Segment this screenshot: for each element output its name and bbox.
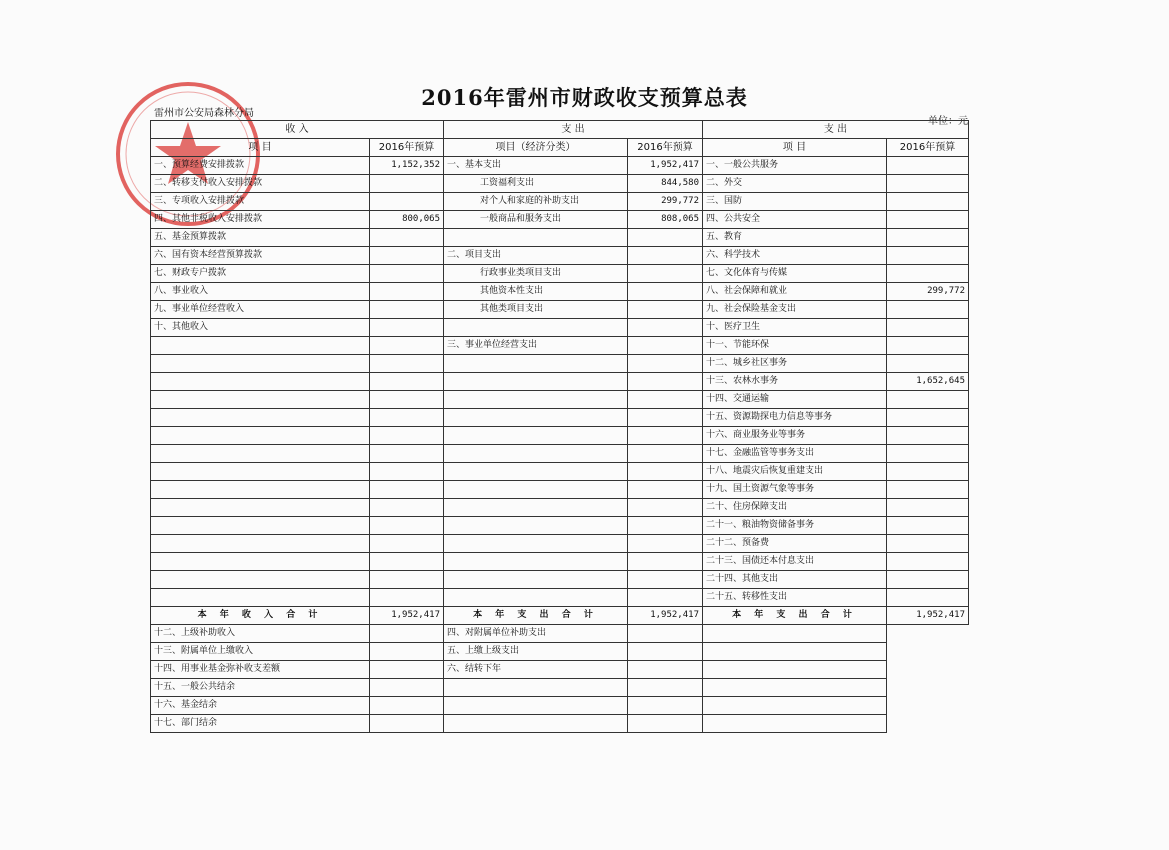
func-value <box>887 247 969 265</box>
func-value <box>887 445 969 463</box>
table-row <box>151 553 969 571</box>
table-row <box>151 499 969 517</box>
table-row <box>151 283 969 301</box>
econ-item: 其他类项目支出 <box>444 301 628 319</box>
bottom-row <box>151 679 969 697</box>
func-value <box>887 499 969 517</box>
func-item: 十三、农林水事务 <box>703 373 887 391</box>
bottom-exp-item <box>444 697 628 715</box>
table-row <box>151 445 969 463</box>
econ-item <box>444 553 628 571</box>
income-item <box>151 355 370 373</box>
econ-item <box>444 499 628 517</box>
func-item: 三、国防 <box>703 193 887 211</box>
func-item: 二十五、转移性支出 <box>703 589 887 607</box>
func-value <box>887 211 969 229</box>
income-item <box>151 337 370 355</box>
func-value <box>887 301 969 319</box>
table-row <box>151 481 969 499</box>
func-budget-header: 2016年预算 <box>887 139 969 157</box>
income-value <box>370 229 444 247</box>
econ-value: 1,952,417 <box>628 157 703 175</box>
func-item: 十二、城乡社区事务 <box>703 355 887 373</box>
income-value <box>370 301 444 319</box>
func-item: 十七、金融监管等事务支出 <box>703 445 887 463</box>
bottom-income-value <box>370 697 444 715</box>
func-item: 二十三、国债还本付息支出 <box>703 553 887 571</box>
func-item: 十九、国土资源气象等事务 <box>703 481 887 499</box>
econ-value: 808,065 <box>628 211 703 229</box>
econ-value <box>628 337 703 355</box>
bottom-func-item <box>703 643 887 661</box>
bottom-func-item <box>703 625 887 643</box>
bottom-income-value <box>370 679 444 697</box>
table-row <box>151 337 969 355</box>
income-item-header: 项 目 <box>151 139 370 157</box>
table-row <box>151 355 969 373</box>
income-item <box>151 373 370 391</box>
bottom-func-value <box>887 643 969 661</box>
income-total-value: 1,952,417 <box>370 607 444 625</box>
income-item <box>151 391 370 409</box>
func-value <box>887 193 969 211</box>
econ-item <box>444 229 628 247</box>
econ-item: 其他资本性支出 <box>444 283 628 301</box>
func-item: 十八、地震灾后恢复重建支出 <box>703 463 887 481</box>
econ-value <box>628 283 703 301</box>
income-value <box>370 337 444 355</box>
income-value <box>370 427 444 445</box>
func-item: 八、社会保障和就业 <box>703 283 887 301</box>
econ-item-header: 项目（经济分类） <box>444 139 628 157</box>
bottom-row <box>151 625 969 643</box>
bottom-row <box>151 643 969 661</box>
income-value <box>370 265 444 283</box>
func-value <box>887 265 969 283</box>
bottom-exp-item: 五、上缴上级支出 <box>444 643 628 661</box>
bottom-exp-item: 六、结转下年 <box>444 661 628 679</box>
econ-value <box>628 481 703 499</box>
econ-item: 对个人和家庭的补助支出 <box>444 193 628 211</box>
func-item: 十五、资源勘探电力信息等事务 <box>703 409 887 427</box>
bottom-income-value <box>370 661 444 679</box>
func-item: 二十、住房保障支出 <box>703 499 887 517</box>
func-value <box>887 553 969 571</box>
expense-econ-header: 支 出 <box>444 121 703 139</box>
table-row <box>151 427 969 445</box>
table-row <box>151 571 969 589</box>
table-row <box>151 229 969 247</box>
income-item <box>151 553 370 571</box>
table-row <box>151 589 969 607</box>
econ-item: 三、事业单位经营支出 <box>444 337 628 355</box>
func-value: 1,652,645 <box>887 373 969 391</box>
func-item: 二十四、其他支出 <box>703 571 887 589</box>
bottom-income-item: 十二、上级补助收入 <box>151 625 370 643</box>
func-item: 二十二、预备费 <box>703 535 887 553</box>
unit-label: 单位：元 <box>928 116 968 127</box>
func-value <box>887 427 969 445</box>
func-value <box>887 571 969 589</box>
econ-value <box>628 571 703 589</box>
bottom-exp-item: 四、对附属单位补助支出 <box>444 625 628 643</box>
expense-total-label: 本 年 支 出 合 计 <box>444 607 628 625</box>
econ-item <box>444 517 628 535</box>
income-item <box>151 427 370 445</box>
econ-value <box>628 301 703 319</box>
income-item <box>151 445 370 463</box>
expense-func-header: 支 出 <box>703 121 969 139</box>
bottom-func-item <box>703 697 887 715</box>
bottom-exp-value <box>628 643 703 661</box>
header-row-1 <box>151 121 969 139</box>
bottom-func-value <box>887 715 969 733</box>
bottom-income-item: 十四、用事业基金弥补收支差额 <box>151 661 370 679</box>
econ-value <box>628 535 703 553</box>
econ-item <box>444 427 628 445</box>
econ-value <box>628 463 703 481</box>
income-value <box>370 247 444 265</box>
econ-value <box>628 247 703 265</box>
func-value <box>887 355 969 373</box>
bottom-row <box>151 697 969 715</box>
table-row <box>151 517 969 535</box>
table-row <box>151 391 969 409</box>
econ-item <box>444 571 628 589</box>
bottom-exp-value <box>628 715 703 733</box>
func-value <box>887 175 969 193</box>
econ-value <box>628 319 703 337</box>
income-value: 800,065 <box>370 211 444 229</box>
econ-item <box>444 589 628 607</box>
budget-table <box>150 120 969 733</box>
table-row <box>151 247 969 265</box>
table-row <box>151 409 969 427</box>
econ-value <box>628 445 703 463</box>
expense2-total-label: 本 年 支 出 合 计 <box>703 607 887 625</box>
table-row <box>151 265 969 283</box>
func-item: 二十一、粮油物资储备事务 <box>703 517 887 535</box>
income-item: 十、其他收入 <box>151 319 370 337</box>
income-value <box>370 535 444 553</box>
econ-item: 二、项目支出 <box>444 247 628 265</box>
table-row <box>151 301 969 319</box>
income-value <box>370 193 444 211</box>
bottom-income-value <box>370 715 444 733</box>
econ-item <box>444 535 628 553</box>
header-row-2 <box>151 139 969 157</box>
bottom-func-value <box>887 661 969 679</box>
income-total-label: 本 年 收 入 合 计 <box>151 607 370 625</box>
income-item: 六、国有资本经营预算拨款 <box>151 247 370 265</box>
income-value <box>370 283 444 301</box>
econ-item <box>444 319 628 337</box>
func-value <box>887 337 969 355</box>
income-value: 1,152,352 <box>370 157 444 175</box>
expense2-total-value: 1,952,417 <box>887 607 969 625</box>
bottom-income-value <box>370 643 444 661</box>
bottom-exp-value <box>628 661 703 679</box>
econ-item <box>444 445 628 463</box>
page-title: 2016年雷州市财政收支预算总表 <box>421 85 748 110</box>
func-value <box>887 229 969 247</box>
income-value <box>370 355 444 373</box>
income-value <box>370 481 444 499</box>
income-value <box>370 175 444 193</box>
bottom-body <box>151 625 969 733</box>
income-item: 三、专项收入安排拨款 <box>151 193 370 211</box>
econ-item <box>444 463 628 481</box>
bottom-income-item: 十三、附属单位上缴收入 <box>151 643 370 661</box>
func-value <box>887 517 969 535</box>
econ-value <box>628 499 703 517</box>
func-item: 十四、交通运输 <box>703 391 887 409</box>
income-item <box>151 535 370 553</box>
table-row <box>151 463 969 481</box>
func-item: 二、外交 <box>703 175 887 193</box>
econ-item <box>444 373 628 391</box>
table-row <box>151 535 969 553</box>
func-value <box>887 157 969 175</box>
econ-value <box>628 409 703 427</box>
econ-value <box>628 589 703 607</box>
income-value <box>370 571 444 589</box>
bottom-exp-item <box>444 679 628 697</box>
econ-value <box>628 373 703 391</box>
income-item: 七、财政专户拨款 <box>151 265 370 283</box>
income-value <box>370 319 444 337</box>
bottom-exp-value <box>628 625 703 643</box>
econ-value <box>628 553 703 571</box>
func-value <box>887 319 969 337</box>
bottom-func-item <box>703 661 887 679</box>
econ-value: 299,772 <box>628 193 703 211</box>
func-value <box>887 463 969 481</box>
econ-item: 行政事业类项目支出 <box>444 265 628 283</box>
income-item <box>151 571 370 589</box>
income-value <box>370 391 444 409</box>
econ-value <box>628 517 703 535</box>
func-value: 299,772 <box>887 283 969 301</box>
income-value <box>370 373 444 391</box>
income-value <box>370 499 444 517</box>
bottom-func-item <box>703 715 887 733</box>
bottom-income-item: 十五、一般公共结余 <box>151 679 370 697</box>
income-value <box>370 589 444 607</box>
econ-value <box>628 391 703 409</box>
bottom-exp-value <box>628 679 703 697</box>
func-item: 四、公共安全 <box>703 211 887 229</box>
totals-row <box>151 607 969 625</box>
expense-total-value: 1,952,417 <box>628 607 703 625</box>
func-item: 十一、节能环保 <box>703 337 887 355</box>
income-budget-header: 2016年预算 <box>370 139 444 157</box>
bottom-func-value <box>887 697 969 715</box>
bottom-row <box>151 715 969 733</box>
func-value <box>887 535 969 553</box>
func-item: 五、教育 <box>703 229 887 247</box>
econ-item <box>444 409 628 427</box>
income-item: 五、基金预算拨款 <box>151 229 370 247</box>
table-row <box>151 319 969 337</box>
econ-value <box>628 427 703 445</box>
income-item <box>151 499 370 517</box>
bottom-row <box>151 661 969 679</box>
econ-value <box>628 265 703 283</box>
bottom-func-value <box>887 625 969 643</box>
income-item: 二、转移支付收入安排拨款 <box>151 175 370 193</box>
bottom-income-item: 十六、基金结余 <box>151 697 370 715</box>
econ-budget-header: 2016年预算 <box>628 139 703 157</box>
func-value <box>887 409 969 427</box>
bottom-func-item <box>703 679 887 697</box>
income-item <box>151 589 370 607</box>
func-item: 九、社会保险基金支出 <box>703 301 887 319</box>
income-value <box>370 517 444 535</box>
func-value <box>887 481 969 499</box>
income-item <box>151 481 370 499</box>
table-body <box>151 157 969 607</box>
table-row <box>151 373 969 391</box>
table-row <box>151 211 969 229</box>
income-value <box>370 463 444 481</box>
table-row <box>151 157 969 175</box>
func-item: 六、科学技术 <box>703 247 887 265</box>
econ-item: 工资福利支出 <box>444 175 628 193</box>
func-value <box>887 391 969 409</box>
econ-item: 一般商品和服务支出 <box>444 211 628 229</box>
econ-item <box>444 355 628 373</box>
table-row <box>151 193 969 211</box>
income-item <box>151 409 370 427</box>
bottom-exp-item <box>444 715 628 733</box>
econ-value: 844,580 <box>628 175 703 193</box>
econ-value <box>628 355 703 373</box>
bottom-income-item: 十七、部门结余 <box>151 715 370 733</box>
bottom-func-value <box>887 679 969 697</box>
func-item: 十六、商业服务业等事务 <box>703 427 887 445</box>
income-item <box>151 517 370 535</box>
func-item: 一、一般公共服务 <box>703 157 887 175</box>
income-header: 收 入 <box>151 121 444 139</box>
func-value <box>887 589 969 607</box>
income-item: 一、预算经费安排拨款 <box>151 157 370 175</box>
income-item: 八、事业收入 <box>151 283 370 301</box>
organization-name: 雷州市公安局森林分局 <box>154 108 254 119</box>
income-item: 九、事业单位经营收入 <box>151 301 370 319</box>
income-value <box>370 409 444 427</box>
table-row <box>151 175 969 193</box>
income-value <box>370 445 444 463</box>
bottom-exp-value <box>628 697 703 715</box>
econ-item: 一、基本支出 <box>444 157 628 175</box>
func-item: 七、文化体育与传媒 <box>703 265 887 283</box>
func-item-header: 项 目 <box>703 139 887 157</box>
econ-value <box>628 229 703 247</box>
econ-item <box>444 481 628 499</box>
income-value <box>370 553 444 571</box>
bottom-income-value <box>370 625 444 643</box>
econ-item <box>444 391 628 409</box>
income-item: 四、其他非税收入安排拨款 <box>151 211 370 229</box>
func-item: 十、医疗卫生 <box>703 319 887 337</box>
income-item <box>151 463 370 481</box>
